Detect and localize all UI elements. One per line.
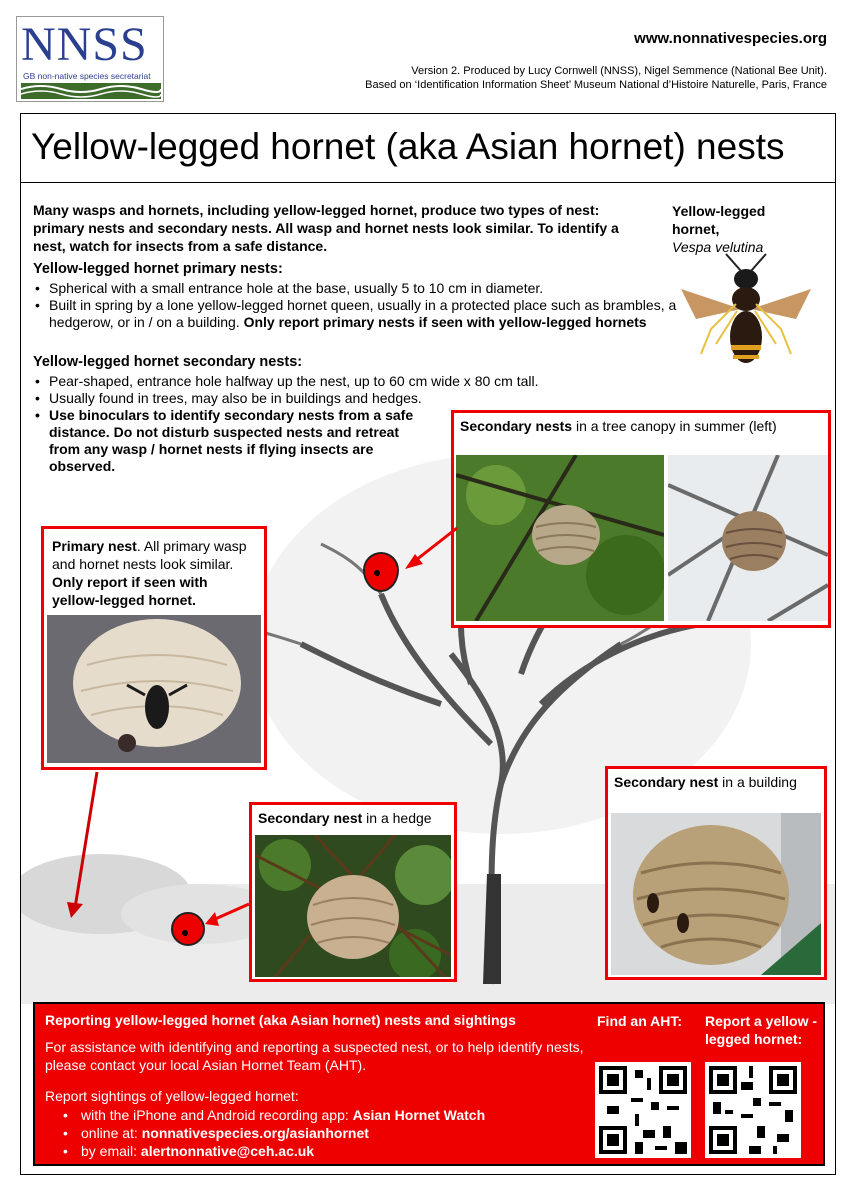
credit-line-1: Version 2. Produced by Lucy Cornwell (NNSS), Nigel Semmence (National Bee Unit). — [411, 65, 827, 77]
arrow-to-hedge-nest — [201, 900, 251, 930]
hedge-nest-photo-box — [249, 802, 457, 982]
hedge-nest-caption — [252, 805, 454, 831]
secondary-heading: Yellow-legged hornet secondary nests: — [33, 354, 303, 370]
tree-caption-bold: Secondary nests — [460, 418, 573, 434]
hedge-caption-text: in a hedge — [362, 810, 432, 826]
building-caption-text: in a building — [718, 774, 797, 790]
primary-bullet-2-bold: Only report primary nests if seen with yellow-legged hornets — [243, 314, 647, 330]
hornet-name-1: Yellow-legged — [672, 203, 766, 219]
report-item-3-text: by email: — [81, 1143, 141, 1159]
report-item-app — [63, 1106, 485, 1124]
building-nest-photo-box — [605, 766, 827, 980]
hornet-species: Vespa velutina — [672, 239, 764, 255]
nnss-logo — [16, 16, 164, 102]
primary-caption-bold: Primary nest — [52, 538, 137, 554]
secondary-bullet-1: • Pear-shaped, entrance hole halfway up the nest, up to 60 cm wide x 80 cm tall. — [33, 373, 633, 390]
qr-code-find-aht-icon[interactable] — [595, 1062, 691, 1158]
arrow-to-primary-nest — [61, 770, 111, 920]
credit-line-2: Based on ‘Identification Information Sheet’ Museum National d’Histoire Naturelle, Paris, France — [365, 79, 827, 91]
logo-waves-icon — [21, 83, 161, 99]
report-item-2-text: online at: — [81, 1125, 142, 1141]
arrow-to-canopy-nest — [401, 524, 461, 574]
intro-text: Many wasps and hornets, including yellow-legged hornet, produce two types of nest: primary nests and secondary nests. All wasp and hornet nests look similar. To identify a nest, watch for insects from a safe distance. — [33, 202, 619, 254]
primary-bullet-2 — [33, 297, 683, 331]
credits — [365, 64, 827, 92]
primary-nest-caption — [44, 529, 264, 617]
website-link[interactable]: www.nonnativespecies.org — [634, 30, 827, 47]
hornet-caption — [672, 202, 765, 256]
logo-text: NNSS — [21, 18, 148, 71]
primary-bullet-1: • Spherical with a small entrance hole at the base, usually 5 to 10 cm in diameter. — [33, 280, 683, 297]
qr-pattern-2 — [705, 1062, 801, 1158]
primary-caption-text: . All primary wasp and hornet nests look similar. — [52, 538, 247, 572]
hornet-name-2: hornet, — [672, 221, 720, 237]
secondary-list — [33, 373, 633, 390]
report-sightings-heading: Report sightings of yellow-legged hornet: — [45, 1088, 299, 1104]
building-caption-bold: Secondary nest — [614, 774, 719, 790]
title-bar — [21, 114, 835, 183]
reporting-panel — [33, 1002, 825, 1166]
primary-heading: Yellow-legged hornet primary nests: — [33, 261, 283, 277]
secondary-bullet-2: • Usually found in trees, may also be in buildings and hedges. — [33, 390, 433, 407]
secondary-bullet-3: • Use binoculars to identify secondary nests from a safe distance. Do not disturb suspected nests and retreat from any wasp / hornet nests if flying insects are observed. — [33, 407, 433, 475]
secondary-list-continued — [33, 390, 433, 475]
building-nest-photo — [611, 813, 821, 975]
app-name: Asian Hornet Watch — [352, 1107, 486, 1123]
poster-frame — [20, 113, 836, 1175]
building-nest-caption — [608, 769, 824, 795]
qr-code-report-hornet-icon[interactable] — [705, 1062, 801, 1158]
report-list — [63, 1106, 485, 1160]
hedge-nest-marker-icon — [171, 912, 205, 946]
report-url-link[interactable]: nonnativespecies.org/asianhornet — [141, 1125, 369, 1141]
hedge-nest-photo — [255, 835, 451, 977]
report-item-1-text: with the iPhone and Android recording app: — [81, 1107, 353, 1123]
tree-canopy-photo-box — [451, 410, 831, 628]
page-title: Yellow-legged hornet (aka Asian hornet) nests — [31, 126, 785, 167]
primary-nest-photo — [47, 615, 261, 763]
tree-caption-text: in a tree canopy in summer (left) — [572, 418, 777, 434]
report-email-link[interactable]: alertnonnative@ceh.ac.uk — [140, 1143, 315, 1159]
logo-subtitle: GB non-native species secretariat — [23, 71, 151, 81]
find-aht-label: Find an AHT: — [597, 1013, 683, 1029]
winter-nest-photo — [668, 455, 828, 621]
report-item-online — [63, 1124, 485, 1142]
report-hornet-label: Report a yellow -legged hornet: — [705, 1013, 818, 1047]
report-item-email — [63, 1142, 485, 1160]
report-paragraph: For assistance with identifying and reporting a suspected nest, or to help identify nests, please contact your local Asian Hornet Team (AHT). — [45, 1039, 584, 1073]
primary-bullet-2-text: Built in spring by a lone yellow-legged hornet queen, usually in a protected place such as brambles, a hedgerow, or in / on a building. — [49, 297, 677, 330]
tree-canopy-caption — [454, 413, 828, 439]
primary-caption-bold-2: Only report if seen with yellow-legged hornet. — [52, 574, 208, 608]
primary-nest-photo-box — [41, 526, 267, 770]
hornet-photo-icon — [671, 249, 821, 379]
primary-list — [33, 280, 683, 331]
report-title: Reporting yellow-legged hornet (aka Asian hornet) nests and sightings — [45, 1012, 516, 1028]
hedge-caption-bold: Secondary nest — [258, 810, 363, 826]
qr-pattern-1 — [595, 1062, 691, 1158]
canopy-nest-photo — [456, 455, 664, 621]
